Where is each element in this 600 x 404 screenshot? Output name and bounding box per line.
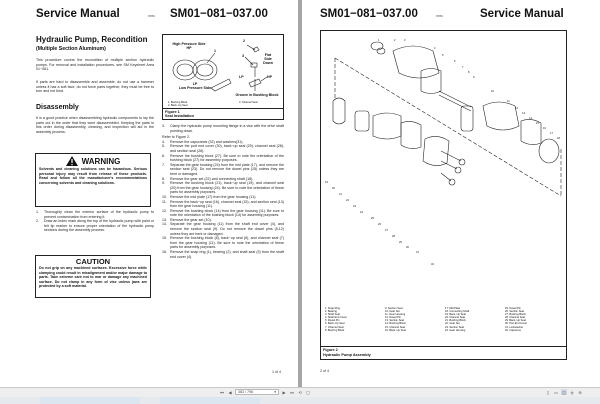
callout-22: 22 — [346, 199, 349, 202]
callout-23: 23 — [353, 205, 356, 208]
step-item: 14. Separate the gear housing (11) from the shaft end cover (4), and remove the section seal (9). Do not remove the dowel pins (5,12) unless they are bent or damaged. — [162, 222, 284, 236]
callout-30: 30 — [406, 246, 409, 249]
figure-2 — [320, 30, 567, 360]
step-item: 9. Remove the bushing block (21), back−up seal (19), and channel seal (20) from the gear housing (24). Be sure to note the orientation of these parts for assembly purposes. — [162, 181, 284, 195]
lp2-label: LP — [239, 75, 244, 79]
step-item: 4. Remove the capscrews (32) and washers(31). — [162, 139, 244, 144]
disassembly-heading: Disassembly — [36, 104, 79, 111]
warning-box — [35, 153, 151, 207]
last-page-button[interactable]: ⏭ — [290, 389, 294, 395]
callout-10: 10 — [491, 90, 494, 93]
callout-29: 29 — [399, 241, 402, 244]
legend-item: 27. Bushing Block — [505, 313, 526, 317]
legend-item: 22. Gear Set — [445, 322, 460, 326]
callout-7: 7 — [462, 66, 464, 69]
legend-item: 26. Section Seal — [505, 310, 524, 314]
legend-item: 15. Channel Seal — [385, 325, 405, 329]
step-item: 2. Draw an index mark along the top of the hydraulic pump with paint or felt tip marker to ensure proper orientation of the hydraulic pump sections during the assembly process. — [36, 219, 154, 233]
page-number-input[interactable]: 383 / 796 ▾ — [235, 389, 279, 395]
disassembly-paragraph: It is a good practice when disassembling hydraulic components to lay the parts out in the order that they were disassembled. Keeping the parts in this order during disassembly, cleaning, and inspection will aid in the assembly process. — [36, 116, 154, 134]
viewer-toolbar — [0, 387, 600, 397]
doc-number: SM01−081−037.00 — [170, 8, 268, 20]
callout-20: 20 — [332, 187, 335, 190]
prev-page-button[interactable]: ◀ — [228, 389, 232, 395]
legend-item: 16. Back−Up Seal — [385, 328, 406, 332]
low-pressure-label: Low Pressure Side — [178, 86, 212, 91]
legend-item: 32. Capscrew — [505, 328, 521, 332]
legend-item: 6. Back−Up Seal — [325, 322, 345, 326]
step-item: 10. Remove the mid plate (17) from the gear housing (11). — [162, 194, 257, 199]
view-mode-buttons — [545, 389, 583, 395]
legend-item: 21. Bushing Block — [445, 319, 466, 323]
refer-text: Refer to Figure 2. — [162, 135, 190, 140]
figure-2-caption: Figure 2 Hydraulic Pump Assembly — [321, 346, 566, 359]
callout-13: 13 — [522, 112, 525, 115]
section-title: Hydraulic Pump, Recondition — [36, 35, 148, 44]
callout-27: 27 — [385, 229, 388, 232]
callout-19: 19 — [325, 181, 328, 184]
step-item: 1. Thoroughly clean the exterior surface of the hydraulic pump to prevent contamination from entering it. — [36, 210, 154, 219]
document-page-right — [302, 0, 600, 387]
callout-9: 9 — [473, 76, 475, 79]
status-tab[interactable] — [160, 397, 260, 404]
legend-item: 3. Shaft Seal — [325, 313, 340, 317]
step-item: 6. Remove the bushing block (27). Be sure to note the orientation of the bushing block (27) for assembly purposes. — [162, 153, 284, 163]
hydraulic-pump-exploded-diagram — [321, 31, 568, 301]
groove-label: Groove in Bushing Block — [235, 93, 279, 97]
legend-item: 1. Snap Ring — [325, 307, 340, 310]
zoom-icon[interactable]: ⊕ — [578, 389, 582, 395]
legend-item: 7. Channel Seal — [325, 325, 344, 329]
warning-triangle-icon — [66, 156, 78, 166]
rotate-icon[interactable]: ⟲ — [298, 389, 302, 395]
callout-26: 26 — [378, 223, 381, 226]
legend-item: 13. Section Seal — [385, 319, 404, 323]
page-navigation — [219, 389, 311, 395]
header-title: Service Manual — [36, 8, 120, 20]
callout-5: 5 — [442, 54, 444, 57]
legend-item: 29. Back−Up Seal — [505, 319, 526, 323]
callout-1: 1 — [214, 49, 216, 53]
flat-side-down-label: Flat Side Down — [263, 53, 273, 66]
callout-2: 2 — [243, 39, 245, 43]
doc-code: 0784 — [436, 14, 443, 18]
dropdown-arrow-icon[interactable]: ▾ — [274, 390, 276, 394]
callout-24: 24 — [360, 211, 363, 214]
single-page-icon[interactable]: ▯ — [546, 389, 550, 395]
callout-28: 28 — [392, 235, 395, 238]
legend-item: 11. Gear Housing — [385, 313, 406, 317]
legend-item: 24. Gear Housing — [445, 328, 466, 332]
callout-14: 14 — [529, 117, 532, 120]
legend-item: 2. Back−Up Seal — [168, 104, 188, 108]
figure-2-legend — [325, 307, 565, 332]
callout-17: 17 — [550, 132, 553, 135]
step-item: 13. Remove the gear set (10). — [162, 217, 212, 222]
legend-item: 1. Bushing Block — [168, 101, 188, 104]
page-footer-left: 1 of 4 — [272, 370, 281, 374]
step-item: 12. Remove the bushing block (14) from the gear housing (11). Be sure to note the orientation of the bushing block (14) for assembly purposes. — [162, 208, 284, 218]
callout-4: 4 — [434, 47, 436, 50]
legend-item: 2. Bearing — [325, 310, 337, 314]
legend-item: 5. Dowel Pin — [325, 319, 340, 323]
legend-item: 23. Section Seal — [445, 325, 464, 329]
caution-title: CAUTION — [75, 257, 111, 266]
warning-title: WARNING — [81, 156, 121, 166]
step-item: 15. Remove the bushing block (8), back−up seal (6), and channel seal (7) from the gear housing (11). Be sure to note the orientation of these parts for assembly purposes. — [162, 236, 284, 250]
high-pressure-label: High Pressure Side — [172, 42, 206, 46]
callout-31: 31 — [416, 251, 419, 254]
callout-32: 32 — [431, 263, 434, 266]
callout-3: 3 — [404, 39, 406, 42]
callout-21: 21 — [339, 193, 342, 196]
lp-label: LP — [192, 82, 198, 86]
callout-15: 15 — [536, 122, 539, 125]
legend-item: 4. Shaft End Cover — [325, 316, 347, 320]
next-page-button[interactable]: ▶ — [282, 389, 286, 395]
callout-18: 18 — [557, 137, 560, 140]
second-paragraph: If parts are hard to disassemble and assemble, do not use a hammer unless it has a soft face, do not force parts together, they must be free to turn and not bind. — [36, 80, 154, 94]
legend-item: 14. Bushing Block — [385, 322, 406, 326]
header-title: Service Manual — [480, 8, 564, 20]
legend-item: 9. Section Seal — [385, 307, 403, 310]
callout-3: 3 — [242, 54, 244, 58]
legend-item: 25. Dowel Pin — [505, 307, 522, 310]
callout-6: 6 — [454, 60, 456, 63]
doc-number: SM01−081−037.00 — [320, 8, 418, 20]
steps-list-b — [162, 124, 284, 259]
step-item: 3. Clamp the hydraulic pump mounting flange in a vise with the drive shaft pointing down. — [162, 124, 284, 133]
step-item: 16. Remove the snap ring (1), bearing (2), and shaft seal (3) from the shaft end cover (4). — [162, 250, 284, 259]
hp-label: HP — [186, 46, 192, 51]
legend-item: 30. Port End Cover — [505, 322, 528, 326]
callout-12: 12 — [515, 107, 518, 110]
legend-item: 3. Channel Seal — [239, 101, 258, 104]
legend-item: 31. Lockwasher — [505, 325, 524, 329]
callout-2: 2 — [394, 39, 396, 42]
hp2-label: HP — [267, 75, 272, 79]
callout-8: 8 — [468, 71, 470, 74]
continuous-icon[interactable]: ▭ — [554, 389, 558, 395]
fit-page-icon[interactable]: ▢ — [306, 389, 310, 395]
doc-code: 0784 — [148, 14, 155, 18]
step-item: 7. Separate the gear housing (24) from the mid plate (17), and remove the section seal (23). Do not remove the dowel pins (25) unless they are bent or damaged. — [162, 162, 284, 176]
caution-text: Do not grip on any machined surfaces. Excessive force while clamping could result in misalignment and/or major damage to parts. Take extreme care not to mar or damage any machined surface. Do not clamp in any form of vise unless jaws are protected by a soft material. — [39, 266, 147, 289]
status-bar — [0, 397, 600, 404]
legend-item: 18. Connecting Shaft — [445, 310, 470, 314]
document-page-left — [0, 0, 298, 387]
legend-item: 20. Channel Seal — [445, 316, 465, 320]
two-page-icon[interactable]: ◫ — [562, 389, 566, 395]
legend-item: 17. Mid Plate — [445, 307, 461, 310]
two-page-continuous-icon[interactable]: ╪ — [570, 389, 574, 395]
page-footer-right: 2 of 4 — [320, 369, 329, 373]
steps-list-a — [36, 210, 154, 233]
figure-1 — [162, 34, 284, 120]
caution-box — [35, 255, 151, 298]
legend-item: 28. Channel Seal — [505, 316, 525, 320]
step-item: 5. Remove the port end cover (30), back−up seal (29), channel seal (28), and section seal (26). — [162, 144, 284, 153]
legend-item: 10. Gear Set — [385, 310, 400, 314]
legend-item: 12. Dowel Pin — [385, 316, 402, 320]
callout-1: 1 — [378, 39, 380, 42]
legend-item: 8. Bushing Block — [325, 328, 345, 332]
legend-item: 19. Back−Up Seal — [445, 313, 466, 317]
section-subtitle: (Multiple Section Aluminum) — [36, 46, 106, 52]
callout-25: 25 — [371, 217, 374, 220]
status-tab[interactable] — [40, 397, 140, 404]
callout-16: 16 — [543, 127, 546, 130]
first-page-button[interactable]: ⏮ — [220, 389, 224, 395]
figure-1-caption: Figure 1 Seal Installation — [163, 108, 283, 119]
step-item: 8. Remove the gear set (22) and connecting shaft (18). — [162, 176, 254, 181]
callout-11: 11 — [507, 100, 510, 103]
intro-paragraph: This procedure covers the recondition of multiple section hydraulic pumps. For removal and installation procedures, see SM Keysheet Area 01−081. — [36, 58, 154, 72]
step-item: 11. Remove the back−up seal (16), channel seal (15), and section seal (13) from the gear housing (11). — [162, 199, 284, 209]
warning-text: Solvents and cleaning solutions can be hazardous. Serious personal injury may result from release of these products. Read and follow all the manufacturer's recommendations concerning solvents and cleaning solutions. — [39, 167, 147, 185]
